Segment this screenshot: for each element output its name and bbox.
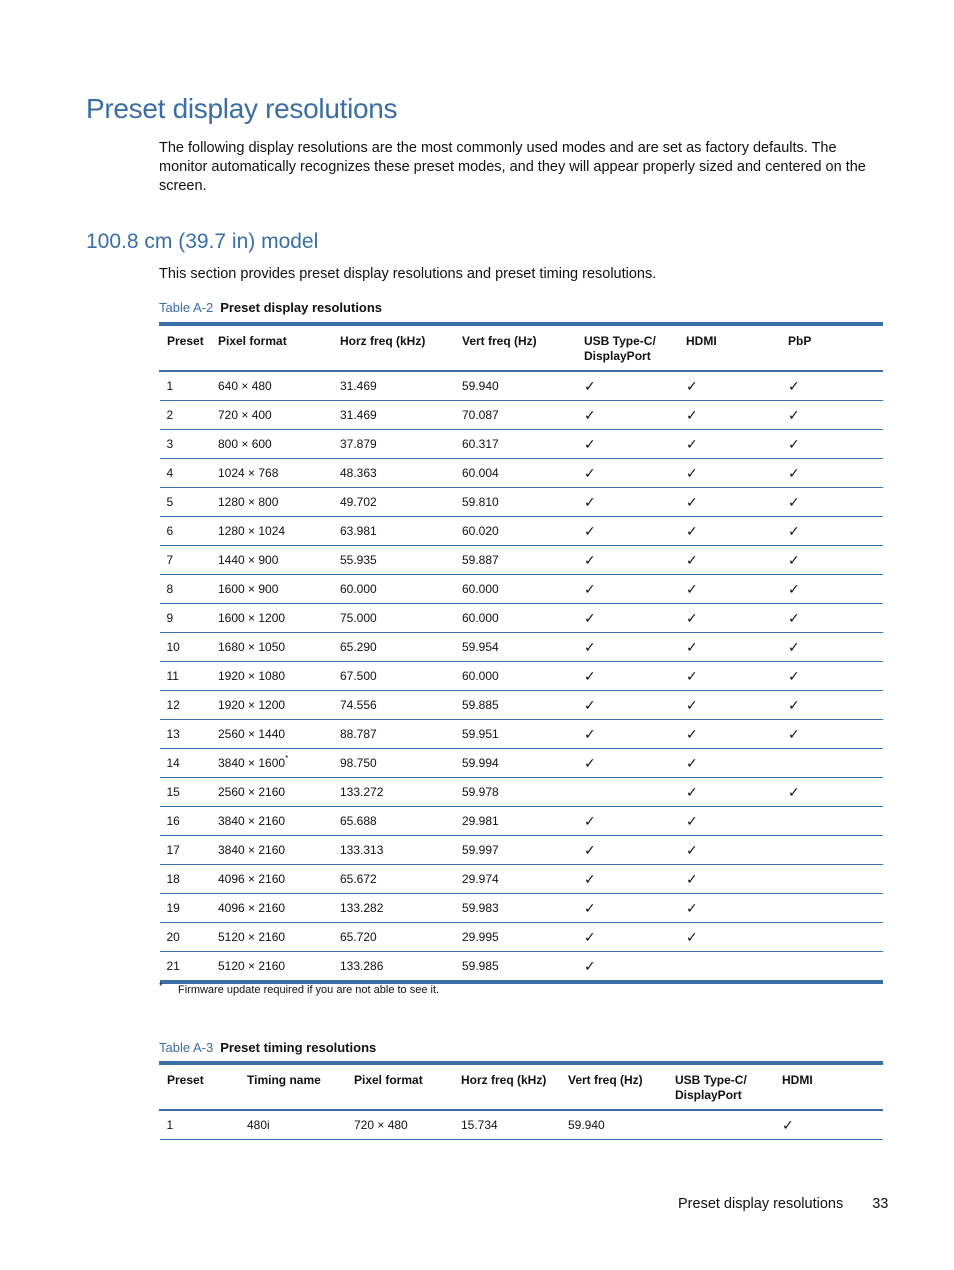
table1-cell: 59.885: [455, 691, 577, 720]
intro-paragraph: The following display resolutions are the most commonly used modes and are set as factory defaults. The monitor automatically recognizes these preset modes, and they will appear properly sized and centered on the screen.: [159, 140, 866, 194]
table1-cell: 6: [160, 517, 211, 546]
table1-cell: [781, 836, 883, 865]
table1-cell: 59.810: [455, 488, 577, 517]
table1-cell: 29.974: [455, 865, 577, 894]
table1-cell: 12: [160, 691, 211, 720]
footnote-mark: *: [159, 981, 163, 991]
table1-cell: ✓: [577, 691, 679, 720]
table1-cell: [781, 749, 883, 778]
table1-cell: ✓: [679, 865, 781, 894]
table1-row: [160, 778, 883, 807]
table1-cell: ✓: [577, 430, 679, 459]
preset-timing-resolutions-table: [159, 1061, 883, 1140]
table1-row: [160, 517, 883, 546]
table1-cell: 60.000: [455, 604, 577, 633]
table1-cell: ✓: [781, 662, 883, 691]
table1-row: [160, 749, 883, 778]
table1-cell: 98.750: [333, 749, 455, 778]
table1-cell: 65.720: [333, 923, 455, 952]
table1-row: [160, 430, 883, 459]
table1-row: [160, 633, 883, 662]
table1-cell: 60.000: [455, 575, 577, 604]
table1-cell: 60.004: [455, 459, 577, 488]
table1-cell: 2560 × 1440: [211, 720, 333, 749]
table1-cell: ✓: [781, 401, 883, 430]
table1-cell: 4096 × 2160: [211, 894, 333, 923]
table2-caption: [159, 1040, 376, 1055]
table2-header-cell: Vert freq (Hz): [561, 1063, 668, 1110]
footnote: [159, 981, 440, 996]
table1-cell: 133.286: [333, 952, 455, 983]
table1-cell: ✓: [781, 371, 883, 401]
footnote-text: Firmware update required if you are not able to see it.: [178, 984, 440, 996]
table1-cell: 1920 × 1200: [211, 691, 333, 720]
table2-cell: ✓: [775, 1110, 883, 1140]
table1-cell: 13: [160, 720, 211, 749]
table1-cell: 800 × 600: [211, 430, 333, 459]
table1-cell: [781, 952, 883, 983]
table1-cell: 1600 × 900: [211, 575, 333, 604]
table1-cell: 15: [160, 778, 211, 807]
table1-cell: [781, 865, 883, 894]
preset-display-resolutions-table: [159, 322, 883, 984]
table1-row: [160, 401, 883, 430]
table1-cell: ✓: [679, 894, 781, 923]
table1-cell: ✓: [679, 371, 781, 401]
table1-cell: 7: [160, 546, 211, 575]
table1-cell: ✓: [577, 459, 679, 488]
table1-row: [160, 836, 883, 865]
table1-cell: ✓: [679, 691, 781, 720]
table1-row: [160, 459, 883, 488]
table1-cell: 65.290: [333, 633, 455, 662]
table1-cell: 3840 × 2160: [211, 836, 333, 865]
table1-cell: 60.000: [455, 662, 577, 691]
table1-header-cell: Preset: [160, 324, 211, 371]
table1-row: [160, 575, 883, 604]
table1-cell: 65.672: [333, 865, 455, 894]
table1-cell: ✓: [577, 546, 679, 575]
table1-cell: 9: [160, 604, 211, 633]
table1-cell: ✓: [679, 633, 781, 662]
table1-cell: 8: [160, 575, 211, 604]
table2-header-cell: Timing name: [240, 1063, 347, 1110]
table1-row: [160, 371, 883, 401]
table1-cell: ✓: [577, 923, 679, 952]
table1-caption: [159, 300, 382, 315]
table1-cell: 59.951: [455, 720, 577, 749]
table1-cell: 1680 × 1050: [211, 633, 333, 662]
table1-cell: ✓: [679, 923, 781, 952]
table1-cell: 1: [160, 371, 211, 401]
table1-cell: 48.363: [333, 459, 455, 488]
table1-cell: 60.317: [455, 430, 577, 459]
table1-cell: ✓: [781, 459, 883, 488]
table1-cell: ✓: [679, 459, 781, 488]
table1-cell: ✓: [577, 633, 679, 662]
table1-cell: 59.983: [455, 894, 577, 923]
table1-cell: ✓: [781, 633, 883, 662]
table2-number: Table A-3: [159, 1040, 214, 1055]
table1-cell: 20: [160, 923, 211, 952]
table1-cell: ✓: [679, 720, 781, 749]
table1-cell: ✓: [577, 575, 679, 604]
table1-cell: 59.978: [455, 778, 577, 807]
table1-cell: [781, 894, 883, 923]
table2-header-row: [160, 1063, 883, 1110]
table2-title: Preset timing resolutions: [220, 1040, 377, 1055]
table1-row: [160, 546, 883, 575]
table1-cell: 60.020: [455, 517, 577, 546]
footnote-ref-mark: *: [285, 754, 289, 763]
table1-cell: 17: [160, 836, 211, 865]
table1-row: [160, 894, 883, 923]
table1-cell: ✓: [577, 662, 679, 691]
table1-cell: [679, 952, 781, 983]
table1-cell: 5120 × 2160: [211, 923, 333, 952]
table1-row: [160, 691, 883, 720]
table1-cell: 1280 × 800: [211, 488, 333, 517]
table1-cell: [577, 778, 679, 807]
table1-cell: 74.556: [333, 691, 455, 720]
table1-cell: ✓: [679, 546, 781, 575]
table1-cell: ✓: [679, 662, 781, 691]
table2-cell: 1: [160, 1110, 240, 1140]
table1-header-cell: USB Type-C/ DisplayPort: [577, 324, 679, 371]
table2-header-cell: Horz freq (kHz): [454, 1063, 561, 1110]
table1-row: [160, 488, 883, 517]
table1-cell: [781, 923, 883, 952]
footer-section: Preset display resolutions: [678, 1196, 844, 1212]
table1-cell: 31.469: [333, 371, 455, 401]
table1-cell: 29.981: [455, 807, 577, 836]
table1-cell: 75.000: [333, 604, 455, 633]
table2-header-cell: HDMI: [775, 1063, 883, 1110]
table1-cell: 59.887: [455, 546, 577, 575]
table1-cell: 14: [160, 749, 211, 778]
page-number: 33: [872, 1196, 889, 1212]
table1-cell: 67.500: [333, 662, 455, 691]
table1-cell: 65.688: [333, 807, 455, 836]
table1-cell: [781, 807, 883, 836]
table2-row: [160, 1110, 883, 1140]
table1-cell: ✓: [577, 488, 679, 517]
table1-header-cell: PbP: [781, 324, 883, 371]
table1-cell: ✓: [577, 371, 679, 401]
table1-header-cell: Vert freq (Hz): [455, 324, 577, 371]
table1-header-cell: Pixel format: [211, 324, 333, 371]
table1-cell: 1440 × 900: [211, 546, 333, 575]
table1-cell: ✓: [781, 691, 883, 720]
table1-cell: 49.702: [333, 488, 455, 517]
table1-row: [160, 807, 883, 836]
table1-cell: 11: [160, 662, 211, 691]
table1-cell: ✓: [577, 401, 679, 430]
table1-cell: ✓: [679, 430, 781, 459]
table1-cell: ✓: [577, 807, 679, 836]
table1-cell-text: 3840 × 1600: [218, 756, 286, 770]
table1-cell: 88.787: [333, 720, 455, 749]
table1-cell: 18: [160, 865, 211, 894]
table1-cell: ✓: [679, 749, 781, 778]
table1-cell: 640 × 480: [211, 371, 333, 401]
table1-header-row: [160, 324, 883, 371]
table2-cell: [668, 1110, 775, 1140]
table1-cell: ✓: [679, 778, 781, 807]
table2-header-cell: USB Type-C/ DisplayPort: [668, 1063, 775, 1110]
table2-cell: 480i: [240, 1110, 347, 1140]
model-heading: 100.8 cm (39.7 in) model: [86, 230, 319, 253]
table1-cell: ✓: [781, 575, 883, 604]
table1-row: [160, 604, 883, 633]
table1-cell: 5: [160, 488, 211, 517]
table1-cell: 2: [160, 401, 211, 430]
table1-cell: ✓: [781, 720, 883, 749]
table1-cell: ✓: [781, 517, 883, 546]
table1-cell: ✓: [577, 952, 679, 983]
table1-cell: ✓: [577, 865, 679, 894]
table1-cell: 4096 × 2160: [211, 865, 333, 894]
table1-row: [160, 662, 883, 691]
table1-cell: ✓: [577, 720, 679, 749]
table1-cell: 59.994: [455, 749, 577, 778]
table1-cell: 16: [160, 807, 211, 836]
table1-cell: ✓: [679, 836, 781, 865]
table1-cell: 70.087: [455, 401, 577, 430]
table1-cell: 19: [160, 894, 211, 923]
table1-cell: 1600 × 1200: [211, 604, 333, 633]
table1-row: [160, 923, 883, 952]
page-heading: Preset display resolutions: [86, 93, 398, 124]
table1-cell: ✓: [679, 807, 781, 836]
model-intro: This section provides preset display resolutions and preset timing resolutions.: [159, 266, 657, 282]
table1-cell: 60.000: [333, 575, 455, 604]
table1-cell: 5120 × 2160: [211, 952, 333, 983]
table1-cell: 59.997: [455, 836, 577, 865]
table1-header-cell: Horz freq (kHz): [333, 324, 455, 371]
table1-cell: ✓: [781, 488, 883, 517]
table2-header-cell: Pixel format: [347, 1063, 454, 1110]
table1-row: [160, 865, 883, 894]
table1-cell: 31.469: [333, 401, 455, 430]
table1-cell: 1024 × 768: [211, 459, 333, 488]
table1-header-cell: HDMI: [679, 324, 781, 371]
table2-cell: 59.940: [561, 1110, 668, 1140]
table1-cell: ✓: [577, 894, 679, 923]
table1-cell: 55.935: [333, 546, 455, 575]
table1-cell: 3: [160, 430, 211, 459]
table1-row: [160, 720, 883, 749]
table1-cell: 2560 × 2160: [211, 778, 333, 807]
table1-cell: ✓: [781, 604, 883, 633]
table1-cell: 59.985: [455, 952, 577, 983]
table1-row: [160, 952, 883, 983]
table1-cell: 63.981: [333, 517, 455, 546]
table1-cell: 21: [160, 952, 211, 983]
table1-cell: ✓: [679, 401, 781, 430]
table1-cell: 133.282: [333, 894, 455, 923]
table1-cell: 720 × 400: [211, 401, 333, 430]
table1-cell: ✓: [781, 546, 883, 575]
table1-cell: 37.879: [333, 430, 455, 459]
table1-cell: ✓: [781, 778, 883, 807]
table1-cell: ✓: [577, 836, 679, 865]
table1-cell: 1920 × 1080: [211, 662, 333, 691]
table1-cell: 59.940: [455, 371, 577, 401]
page-footer: [678, 1196, 888, 1212]
table1-cell: 133.313: [333, 836, 455, 865]
table1-cell: [211, 749, 333, 778]
table1-cell: 10: [160, 633, 211, 662]
table1-cell: ✓: [679, 575, 781, 604]
table1-cell: ✓: [577, 749, 679, 778]
table1-cell: 3840 × 2160: [211, 807, 333, 836]
table1-cell: ✓: [679, 517, 781, 546]
table1-cell: 1280 × 1024: [211, 517, 333, 546]
table1-cell: 133.272: [333, 778, 455, 807]
table1-cell: 4: [160, 459, 211, 488]
table2-cell: 15.734: [454, 1110, 561, 1140]
table1-cell: ✓: [577, 604, 679, 633]
table1-number: Table A-2: [159, 300, 214, 315]
table2-header-cell: Preset: [160, 1063, 240, 1110]
table1-cell: ✓: [679, 604, 781, 633]
table1-title: Preset display resolutions: [220, 300, 383, 315]
table1-cell: ✓: [679, 488, 781, 517]
table2-cell: 720 × 480: [347, 1110, 454, 1140]
table1-cell: ✓: [577, 517, 679, 546]
table1-cell: 29.995: [455, 923, 577, 952]
table1-cell: 59.954: [455, 633, 577, 662]
table1-cell: ✓: [781, 430, 883, 459]
